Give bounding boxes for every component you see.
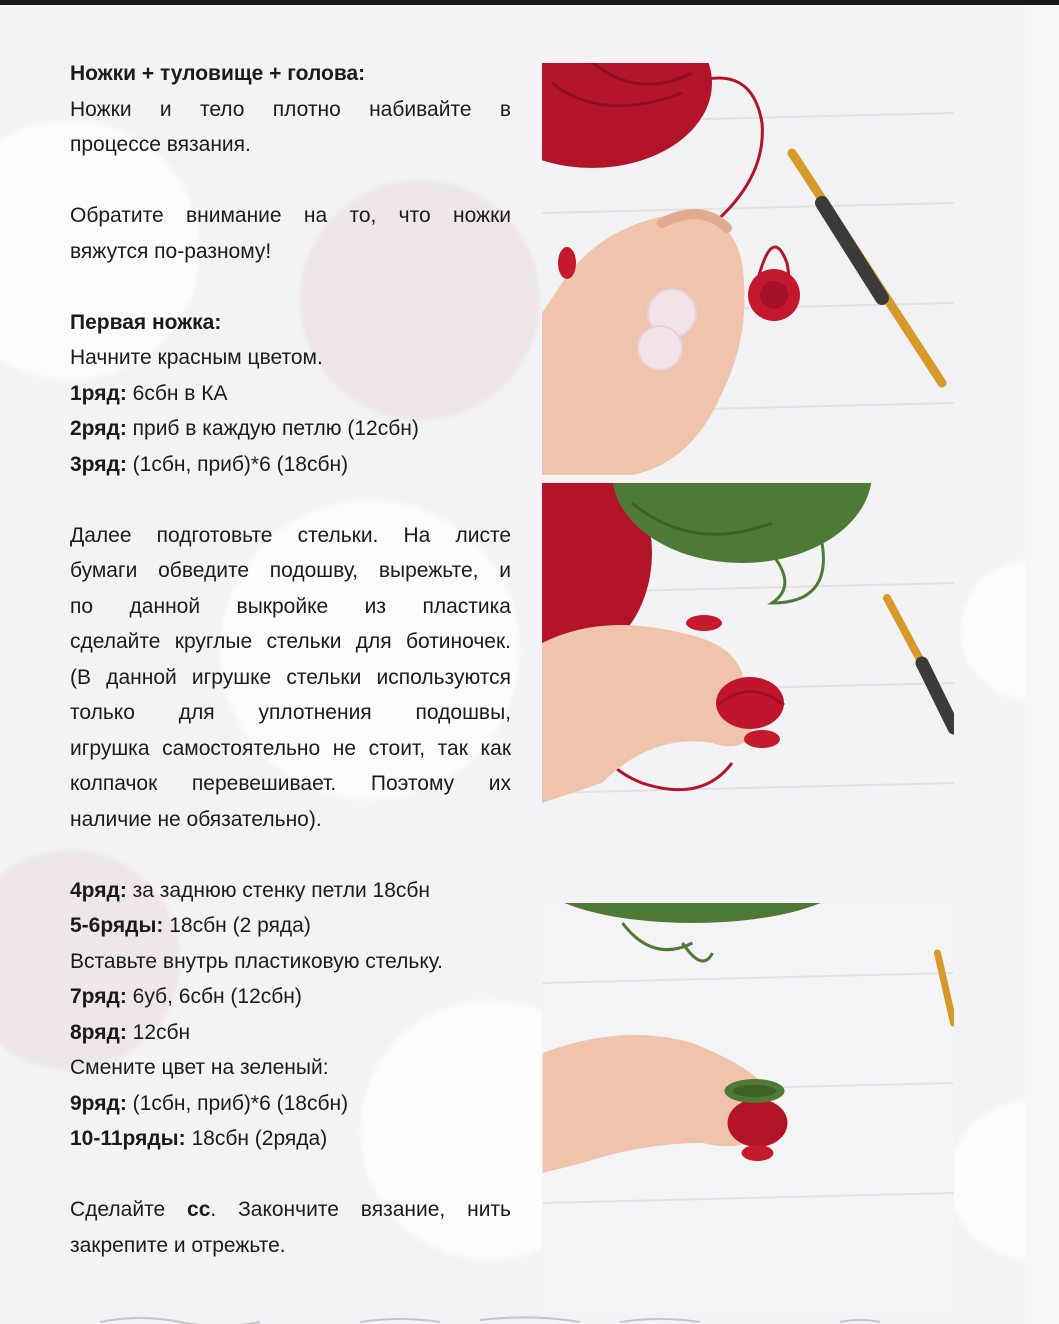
first-leg-title: Первая ножка:: [70, 310, 222, 334]
insoles-line-9: наличие не обязательно).: [70, 807, 322, 831]
row-9: 9ряд: (1сбн, приб)*6 (18сбн): [70, 1091, 349, 1115]
intro-line-1: Ножки и тело плотно набивайте в: [70, 97, 511, 121]
footer-scribble: [60, 1312, 960, 1324]
insoles-line-4: сделайте круглые стельки для ботиночек.: [70, 630, 511, 653]
right-edge-strip: [1025, 0, 1059, 1324]
insert-insole: Вставьте внутрь пластиковую стельку.: [70, 949, 443, 973]
insoles-line-8: колпачок перевешивает. Поэтому их: [70, 772, 511, 795]
notice-line-1: Обратите внимание на то, что ножки: [70, 204, 511, 227]
photo-color-change: [542, 903, 954, 1314]
row-4: 4ряд: за заднюю стенку петли 18сбн: [70, 878, 431, 902]
finish-line-1: Сделайте сс. Закончите вязание, нить: [70, 1198, 511, 1221]
insoles-line-7: игрушка самостоятельно не стоит, так как: [70, 736, 511, 760]
photo-insoles: [542, 63, 954, 475]
section-heading: Ножки + туловище + голова:: [70, 62, 366, 85]
insoles-line-2: бумаги обведите подошву, вырежьте, и: [70, 559, 511, 582]
instructions-text: [70, 56, 511, 1263]
photo-insoles-illustration: [542, 63, 954, 475]
row-7: 7ряд: 6уб, 6сбн (12сбн): [70, 985, 302, 1008]
intro-line-2: процессе вязания.: [70, 133, 251, 156]
first-leg-start: Начните красным цветом.: [70, 346, 323, 369]
top-bar: [0, 0, 1059, 5]
row-5-6: 5-6ряды: 18сбн (2 ряда): [70, 914, 311, 937]
insoles-line-3: по данной выкройке из пластика: [70, 594, 511, 618]
insoles-line-5: (В данной игрушке стельки используются: [70, 665, 511, 689]
row-2: 2ряд: приб в каждую петлю (12сбн): [70, 417, 419, 440]
photo-red-cup: [542, 483, 954, 895]
change-color: Смените цвет на зеленый:: [70, 1056, 329, 1079]
finish-line-2: закрепите и отрежьте.: [70, 1233, 286, 1257]
photo-red-cup-illustration: [542, 483, 954, 895]
row-10-11: 10-11ряды: 18сбн (2ряда): [70, 1127, 328, 1150]
row-8: 8ряд: 12сбн: [70, 1020, 191, 1044]
row-1: 1ряд: 6сбн в КА: [70, 381, 228, 405]
notice-line-2: вяжутся по-разному!: [70, 239, 272, 263]
row-3: 3ряд: (1сбн, приб)*6 (18сбн): [70, 452, 349, 476]
photo-color-change-illustration: [542, 903, 954, 1314]
insoles-line-6: только для уплотнения подошвы,: [70, 701, 511, 724]
insoles-line-1: Далее подготовьте стельки. На листе: [70, 523, 511, 547]
